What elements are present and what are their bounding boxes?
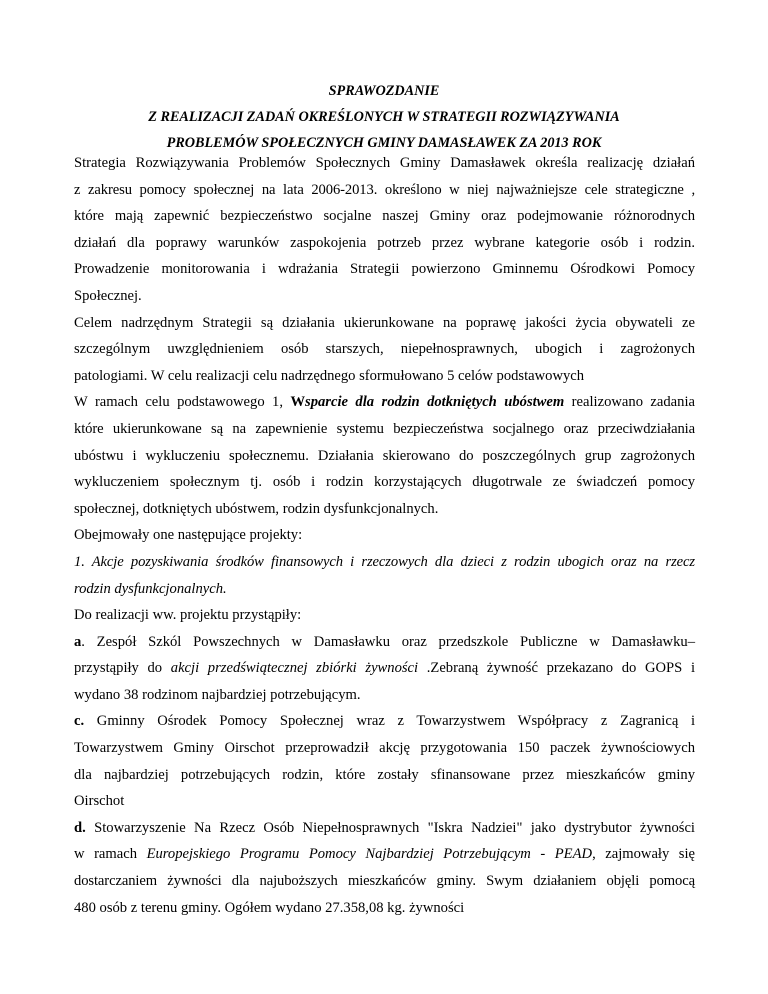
item-marker-c: c.	[74, 713, 85, 730]
text-run: jako dystrybutor żywności	[522, 819, 695, 836]
italic-run: Europejskiego Programu Pomocy Najbardziej Potrzebującym - PEAD	[146, 846, 593, 863]
text-line: Celem nadrzędnym Strategii są działania ukierunkowane na poprawę jakości życia obywateli ze	[74, 314, 695, 331]
text-line: Obejmowały one następujące projekty:	[74, 527, 303, 544]
text-run: , zajmowały się	[592, 846, 696, 863]
text-run: w ramach	[74, 846, 147, 863]
text-run: W ramach celu podstawowego 1,	[74, 394, 291, 411]
text-line	[74, 655, 695, 682]
project-heading: 1. Akcje pozyskiwania środków finansowych i rzeczowych dla dzieci z rodzin ubogich oraz na rzecz	[74, 553, 695, 570]
title-line-3: PROBLEMÓW SPOŁECZNYCH GMINY DAMASŁAWEK ZA 2013 ROK	[166, 135, 602, 151]
text-run: przystąpiły do	[74, 660, 171, 677]
text-run: .Zebraną żywność przekazano do GOPS i	[418, 660, 695, 677]
text-line: Społecznej.	[74, 287, 142, 304]
text-line: społecznej, dotkniętych ubóstwem, rodzin dysfunkcjonalnych.	[74, 500, 439, 517]
text-line: dla najbardziej potrzebujących rodzin, które zostały sfinansowane przez mieszkańców gminy	[74, 766, 695, 783]
text-line	[74, 708, 695, 735]
text-line: działań dla poprawy warunków zaspokojenia potrzeb przez wybrane kategorie osób i rodzin.	[74, 234, 695, 251]
text-line: Prowadzenie monitorowania i wdrażania Strategii powierzono Gminnemu Ośrodkowi Pomocy	[74, 261, 695, 278]
text-line: 480 osób z terenu gminy. Ogółem wydano 27.358,08 kg. żywności	[74, 899, 465, 916]
text-line	[74, 815, 695, 842]
text-line: wydano 38 rodzinom najbardziej potrzebującym.	[74, 686, 361, 703]
text-line	[74, 389, 695, 416]
text-line: z zakresu pomocy społecznej na lata 2006-2013. określono w niej najważniejsze cele strategiczne ,	[74, 181, 695, 198]
title-line-2: Z REALIZACJI ZADAŃ OKREŚLONYCH W STRATEGII ROZWIĄZYWANIA	[148, 109, 620, 125]
bold-italic-run: sparcie dla rodzin dotkniętych ubóstwem	[305, 394, 565, 411]
text-run: Gminny Ośrodek Pomocy Społecznej wraz z Towarzystwem Współpracy z Zagranicą i	[84, 713, 695, 730]
text-line: Towarzystwem Gminy Oirschot przeprowadził akcję przygotowania 150 paczek żywnościowych	[74, 740, 695, 757]
text-run: Stowarzyszenie Na Rzecz Osób Niepełnosprawnych "Iskra Nadziei"	[85, 819, 523, 836]
text-line: szczególnym uwzględnieniem osób starszych, niepełnosprawnych, ubogich i zagrożonych	[74, 341, 695, 358]
document-title	[0, 78, 768, 156]
text-line: patologiami. W celu realizacji celu nadrzędnego sformułowano 5 celów podstawowych	[74, 367, 585, 384]
text-line: ubóstwu i wykluczeniu społecznemu. Działania skierowano do poszczególnych grup zagrożonych	[74, 447, 695, 464]
italic-run: akcji przedświątecznej zbiórki żywności	[170, 660, 419, 677]
item-marker-a: a	[74, 633, 82, 650]
text-run: . Zespół Szkól Powszechnych w Damasławku oraz przedszkole Publiczne w Damasławku–	[81, 633, 695, 650]
bold-run: W	[290, 394, 306, 411]
text-line: wykluczeniem społecznym tj. osób i rodzin korzystających długotrwale ze świadczeń pomocy	[74, 474, 695, 491]
text-run: realizowano zadania	[564, 394, 695, 411]
document-body	[74, 150, 695, 921]
text-line: Do realizacji ww. projektu przystąpiły:	[74, 607, 302, 624]
text-line	[74, 629, 695, 656]
text-line: Oirschot	[74, 793, 125, 810]
text-line: które mają zapewnić bezpieczeństwo socjalne naszej Gminy oraz podejmowanie różnorodnych	[74, 208, 695, 225]
text-line	[74, 841, 695, 868]
item-marker-d: d.	[74, 819, 86, 836]
title-line-1: SPRAWOZDANIE	[328, 83, 440, 99]
text-line: które ukierunkowane są na zapewnienie systemu bezpieczeństwa socjalnego oraz przeciwdziałania	[74, 420, 695, 437]
project-heading: rodzin dysfunkcjonalnych.	[74, 580, 227, 597]
text-line: dostarczaniem żywności dla najuboższych mieszkańców gminy. Swym działaniem objęli pomocą	[74, 873, 695, 890]
text-line: Strategia Rozwiązywania Problemów Społecznych Gminy Damasławek określa realizację działań	[74, 155, 695, 171]
